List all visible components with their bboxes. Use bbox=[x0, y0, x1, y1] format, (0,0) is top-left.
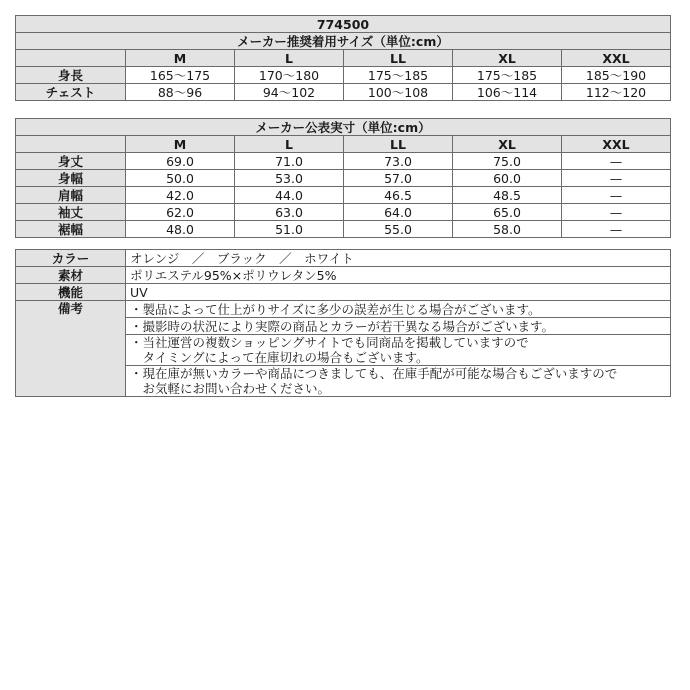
row-label-shoulder-width: 肩幅 bbox=[16, 187, 126, 204]
corner-cell bbox=[16, 136, 126, 153]
material-value: ポリエステル95%×ポリウレタン5% bbox=[126, 267, 671, 284]
table-cell: 60.0 bbox=[453, 170, 562, 187]
table-cell: 88〜96 bbox=[126, 84, 235, 101]
table-cell: 44.0 bbox=[235, 187, 344, 204]
table-row bbox=[16, 267, 671, 284]
table-cell: 65.0 bbox=[453, 204, 562, 221]
size-header-l: L bbox=[235, 50, 344, 67]
table-cell: 48.5 bbox=[453, 187, 562, 204]
table-cell: 46.5 bbox=[344, 187, 453, 204]
table-row bbox=[16, 301, 671, 318]
remark-text: ・製品によって仕上がりサイズに多少の誤差が生じる場合がございます。 bbox=[130, 301, 541, 317]
remark-text: ・現在庫が無いカラーや商品につきましても、在庫手配が可能な場合もございますので お気軽にお問い合わせください。 bbox=[130, 366, 618, 396]
row-label-hem-width: 裾幅 bbox=[16, 221, 126, 238]
size-header-xl: XL bbox=[453, 50, 562, 67]
row-label-sleeve-length: 袖丈 bbox=[16, 204, 126, 221]
table-cell: 53.0 bbox=[235, 170, 344, 187]
actual-size-table bbox=[15, 118, 671, 238]
row-label-body-length: 身丈 bbox=[16, 153, 126, 170]
table-cell: 50.0 bbox=[126, 170, 235, 187]
row-label-chest: チェスト bbox=[16, 84, 126, 101]
row-label-height: 身長 bbox=[16, 67, 126, 84]
size-header-xxl: XXL bbox=[562, 136, 671, 153]
table-cell: 175〜185 bbox=[344, 67, 453, 84]
row-label-body-width: 身幅 bbox=[16, 170, 126, 187]
color-value: オレンジ ／ ブラック ／ ホワイト bbox=[126, 250, 671, 267]
size-header-xxl: XXL bbox=[562, 50, 671, 67]
color-label: カラー bbox=[16, 250, 126, 267]
table-cell: 55.0 bbox=[344, 221, 453, 238]
remark-text: ・当社運営の複数ショッピングサイトでも同商品を掲載していますので タイミングによって在庫切れの場合もございます。 bbox=[130, 335, 529, 365]
size-header-m: M bbox=[126, 136, 235, 153]
table-cell: — bbox=[562, 170, 671, 187]
corner-cell bbox=[16, 50, 126, 67]
table-row bbox=[16, 250, 671, 267]
size-header-xl: XL bbox=[453, 136, 562, 153]
remarks-label: 備考 bbox=[16, 301, 126, 397]
table-cell: 64.0 bbox=[344, 204, 453, 221]
size-header-ll: LL bbox=[344, 136, 453, 153]
table-row bbox=[16, 153, 671, 170]
table-row bbox=[16, 284, 671, 301]
table-cell: 175〜185 bbox=[453, 67, 562, 84]
table-row bbox=[16, 204, 671, 221]
table-cell: 165〜175 bbox=[126, 67, 235, 84]
table-cell: 112〜120 bbox=[562, 84, 671, 101]
table-cell: 94〜102 bbox=[235, 84, 344, 101]
table-cell: 62.0 bbox=[126, 204, 235, 221]
table-row bbox=[16, 170, 671, 187]
size-header-m: M bbox=[126, 50, 235, 67]
table-cell: — bbox=[562, 221, 671, 238]
table-cell: 106〜114 bbox=[453, 84, 562, 101]
table-cell: 42.0 bbox=[126, 187, 235, 204]
remark-item bbox=[126, 301, 671, 318]
table-cell: — bbox=[562, 187, 671, 204]
table-cell: 75.0 bbox=[453, 153, 562, 170]
size-header-l: L bbox=[235, 136, 344, 153]
table-row bbox=[16, 84, 671, 101]
remark-item bbox=[126, 318, 671, 335]
table-row bbox=[16, 221, 671, 238]
product-info-table bbox=[15, 249, 671, 397]
table-cell: 63.0 bbox=[235, 204, 344, 221]
function-label: 機能 bbox=[16, 284, 126, 301]
table-cell: 73.0 bbox=[344, 153, 453, 170]
remark-item bbox=[126, 366, 671, 397]
table-row bbox=[16, 187, 671, 204]
recommended-size-table bbox=[15, 15, 671, 101]
table-cell: 185〜190 bbox=[562, 67, 671, 84]
function-value: UV bbox=[126, 284, 671, 301]
table-cell: 48.0 bbox=[126, 221, 235, 238]
material-label: 素材 bbox=[16, 267, 126, 284]
table-cell: 51.0 bbox=[235, 221, 344, 238]
size-header-ll: LL bbox=[344, 50, 453, 67]
table-cell: 69.0 bbox=[126, 153, 235, 170]
table-cell: 58.0 bbox=[453, 221, 562, 238]
table-cell: 71.0 bbox=[235, 153, 344, 170]
remark-item bbox=[126, 335, 671, 366]
table-cell: 100〜108 bbox=[344, 84, 453, 101]
remark-text: ・撮影時の状況により実際の商品とカラーが若干異なる場合がございます。 bbox=[130, 318, 555, 334]
table-cell: 170〜180 bbox=[235, 67, 344, 84]
actual-size-title: メーカー公表実寸（単位:cm） bbox=[16, 119, 671, 136]
table-cell: — bbox=[562, 204, 671, 221]
table-cell: 57.0 bbox=[344, 170, 453, 187]
product-code: 774500 bbox=[16, 16, 671, 33]
recommended-size-title: メーカー推奨着用サイズ（単位:cm） bbox=[16, 33, 671, 50]
table-cell: — bbox=[562, 153, 671, 170]
table-row bbox=[16, 67, 671, 84]
